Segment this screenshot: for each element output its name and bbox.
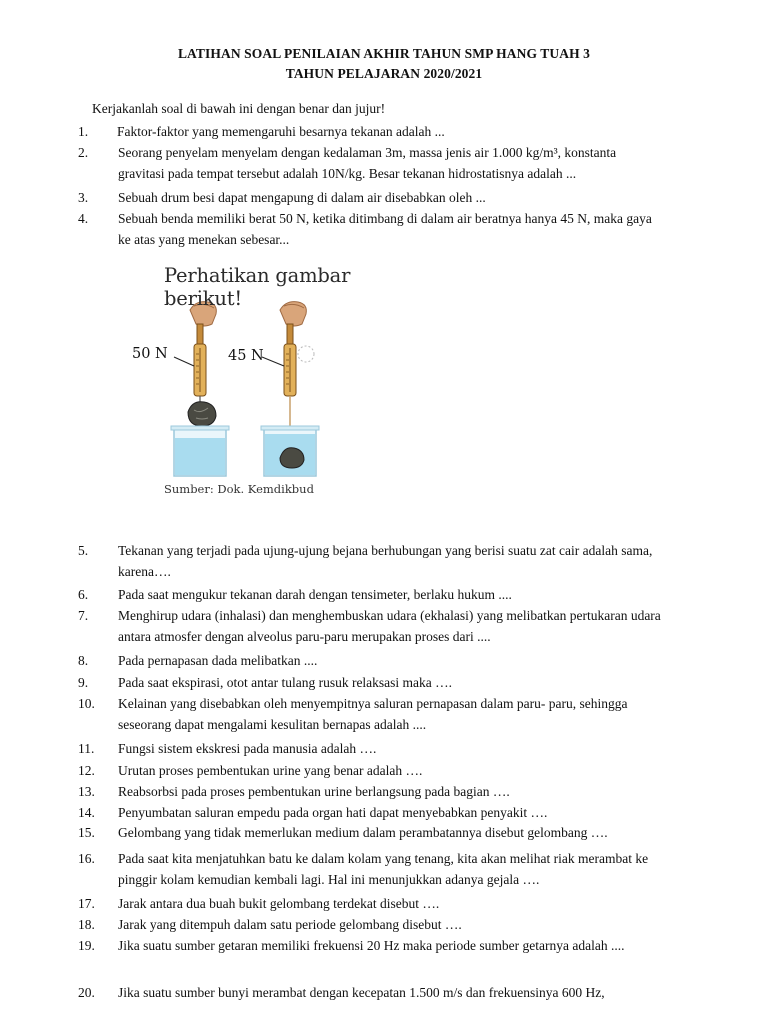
- question-number: 13.: [78, 784, 95, 799]
- figure-source: Sumber: Dok. Kemdikbud: [164, 482, 314, 496]
- right-pointer-line: [262, 357, 284, 366]
- question-number: 1.: [78, 124, 89, 139]
- question-text: Fungsi sistem ekskresi pada manusia adalah ….: [118, 741, 377, 756]
- question-text: Gelombang yang tidak memerlukan medium dalam perambatannya disebut gelombang ….: [118, 825, 608, 840]
- figure-title: Perhatikan gambar berikut!: [164, 264, 351, 310]
- spring-balance-figure: [132, 262, 400, 502]
- question-number: 6.: [78, 587, 89, 602]
- left-pointer-line: [174, 357, 194, 366]
- question-number: 17.: [78, 896, 95, 911]
- question-text: Kelainan yang disebabkan oleh menyempitnya saluran pernapasan dalam paru- paru, sehingga seseorang dapat mengalami kesulitan bernapas adalah ....: [118, 696, 628, 732]
- left-rock-icon: [188, 402, 216, 426]
- question-number: 8.: [78, 653, 89, 668]
- document-title-line-1: LATIHAN SOAL PENILAIAN AKHIR TAHUN SMP HANG TUAH 3: [177, 46, 591, 61]
- question-text: Reabsorbsi pada proses pembentukan urine berlangsung pada bagian ….: [118, 784, 510, 799]
- figure-label-50n: 50 N: [132, 346, 168, 362]
- question-number: 12.: [78, 763, 95, 778]
- question-number: 10.: [78, 696, 95, 711]
- question-text: Jarak antara dua buah bukit gelombang terdekat disebut ….: [118, 896, 440, 911]
- document-title-line-2: TAHUN PELAJARAN 2020/2021: [285, 66, 483, 81]
- question-number: 5.: [78, 543, 89, 558]
- question-number: 11.: [78, 741, 95, 756]
- question-text: Menghirup udara (inhalasi) dan menghembuskan udara (ekhalasi) yang melibatkan pertukaran udara antara atmosfer dengan alveolus paru-paru merupakan proses dari ....: [118, 608, 661, 644]
- question-text: Jarak yang ditempuh dalam satu periode gelombang disebut ….: [118, 917, 462, 932]
- question-number: 15.: [78, 825, 95, 840]
- question-text: Tekanan yang terjadi pada ujung-ujung bejana berhubungan yang berisi suatu zat cair adalah sama, karena….: [118, 543, 653, 579]
- question-text: Pada saat ekspirasi, otot antar tulang rusuk relaksasi maka ….: [118, 675, 453, 690]
- question-number: 9.: [78, 675, 89, 690]
- question-text: Sebuah benda memiliki berat 50 N, ketika ditimbang di dalam air beratnya hanya 45 N, maka gaya ke atas yang menekan sebesar...: [118, 211, 652, 247]
- question-text: Penyumbatan saluran empedu pada organ hati dapat menyebabkan penyakit ….: [118, 805, 548, 820]
- question-text: Seorang penyelam menyelam dengan kedalaman 3m, massa jenis air 1.000 kg/m³, konstanta gravitasi pada tempat tersebut adalah 10N/kg. Besar tekanan hidrostatisnya adalah ...: [118, 145, 617, 181]
- question-number: 20.: [78, 985, 95, 1000]
- question-text: Pada pernapasan dada melibatkan ....: [118, 653, 318, 668]
- question-number: 3.: [78, 190, 89, 205]
- right-rock-icon: [280, 448, 304, 468]
- question-text: Jika suatu sumber bunyi merambat dengan kecepatan 1.500 m/s dan frekuensinya 600 Hz,: [118, 985, 605, 1000]
- question-text: Jika suatu sumber getaran memiliki frekuensi 20 Hz maka periode sumber getarnya adalah ....: [118, 938, 625, 953]
- left-spring-balance-icon: [194, 324, 206, 404]
- question-number: 19.: [78, 938, 95, 953]
- question-number: 16.: [78, 851, 95, 866]
- right-spring-balance-icon: [284, 324, 314, 440]
- question-text: Faktor-faktor yang memengaruhi besarnya tekanan adalah ...: [117, 124, 445, 139]
- question-text: Pada saat mengukur tekanan darah dengan tensimeter, berlaku hukum ....: [118, 587, 512, 602]
- instructions: Kerjakanlah soal di bawah ini dengan benar dan jujur!: [92, 101, 386, 116]
- left-beaker-icon: [171, 426, 229, 476]
- figure-label-45n: 45 N: [228, 348, 264, 364]
- question-number: 2.: [78, 145, 89, 160]
- question-text: Urutan proses pembentukan urine yang benar adalah ….: [118, 763, 423, 778]
- question-number: 18.: [78, 917, 95, 932]
- question-text: Sebuah drum besi dapat mengapung di dalam air disebabkan oleh ...: [118, 190, 486, 205]
- question-number: 14.: [78, 805, 95, 820]
- question-number: 4.: [78, 211, 89, 226]
- question-text: Pada saat kita menjatuhkan batu ke dalam kolam yang tenang, kita akan melihat riak merambat ke pinggir kolam kemudian kembali lagi. Hal ini menunjukkan adanya gejala ….: [118, 851, 649, 887]
- question-number: 7.: [78, 608, 89, 623]
